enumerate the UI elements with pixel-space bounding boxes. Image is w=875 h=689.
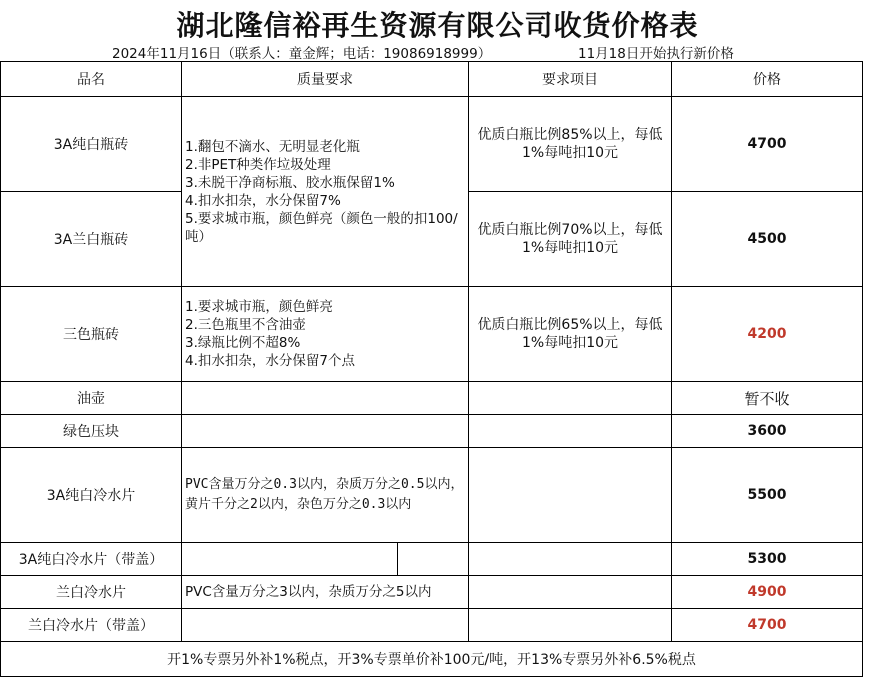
row-requirement: 优质白瓶比例85%以上，每低1%每吨扣10元 (469, 97, 672, 192)
row-price: 4700 (672, 97, 863, 192)
table-row (1, 576, 863, 609)
footer-row (1, 642, 863, 677)
row-price: 4200 (672, 287, 863, 382)
row-name: 三色瓶砖 (1, 287, 182, 382)
empty-cell (182, 382, 469, 415)
price-table (0, 61, 863, 677)
header-row (1, 62, 863, 97)
header-requirement: 要求项目 (469, 62, 672, 97)
table-row (1, 97, 863, 192)
empty-cell (182, 543, 398, 576)
row-requirement: 优质白瓶比例65%以上，每低1%每吨扣10元 (469, 287, 672, 382)
quality-item: 2.非PET种类作垃圾处理 (185, 156, 331, 173)
empty-cell (469, 576, 672, 609)
table-row (1, 609, 863, 642)
empty-cell (469, 382, 672, 415)
quality-tricolor-cell (182, 287, 469, 382)
row-name: 油壶 (1, 382, 182, 415)
quality-item: 1.翻包不滴水、无明显老化瓶 (185, 138, 360, 155)
quality-blue-flakes-cell: PVC含量万分之3以内，杂质万分之5以内 (182, 576, 469, 609)
row-name: 3A纯白冷水片 (1, 448, 182, 543)
quality-flakes-cell: PVC含量万分之0.3以内，杂质万分之0.5以内，黄片千分之2以内，杂色万分之0.3以内 (182, 448, 469, 543)
row-price: 4700 (672, 609, 863, 642)
row-price: 暂不收 (672, 382, 863, 415)
quality-item: 4.扣水扣杂，水分保留7个点 (185, 353, 355, 369)
header-name: 品名 (1, 62, 182, 97)
row-price: 5500 (672, 448, 863, 543)
quality-item: 4.扣水扣杂，水分保留7% (185, 192, 341, 209)
table-row (1, 448, 863, 543)
row-price: 3600 (672, 415, 863, 448)
quality-item: 5.要求城市瓶，颜色鲜亮（颜色一般的扣100/吨） (185, 210, 458, 245)
quality-item: 2.三色瓶里不含油壶 (185, 317, 306, 333)
empty-cell (469, 543, 672, 576)
row-name: 绿色压块 (1, 415, 182, 448)
row-name: 3A兰白瓶砖 (1, 192, 182, 287)
empty-cell (469, 448, 672, 543)
empty-cell (469, 609, 672, 642)
quality-item: 3.未脱干净商标瓶、胶水瓶保留1% (185, 174, 395, 191)
quality-bottles-cell (182, 97, 469, 287)
header-price: 价格 (672, 62, 863, 97)
empty-cell (398, 543, 469, 576)
table-row (1, 382, 863, 415)
row-name: 兰白冷水片 (1, 576, 182, 609)
empty-cell (182, 609, 469, 642)
row-name: 3A纯白冷水片（带盖） (1, 543, 182, 576)
tax-note: 开1%专票另外补1%税点，开3%专票单价补100元/吨，开13%专票另外补6.5%税点 (1, 642, 863, 677)
table-row (1, 543, 863, 576)
table-row (1, 415, 863, 448)
row-price: 4900 (672, 576, 863, 609)
date-contact: 2024年11月16日（联系人：童金辉；电话：19086918999） (112, 46, 492, 62)
row-price: 5300 (672, 543, 863, 576)
table-row (1, 287, 863, 382)
subtitle-row (0, 42, 875, 60)
page-title: 湖北隆信裕再生资源有限公司收货价格表 (176, 9, 699, 42)
row-name: 兰白冷水片（带盖） (1, 609, 182, 642)
header-quality: 质量要求 (182, 62, 469, 97)
quality-item: 1.要求城市瓶，颜色鲜亮 (185, 299, 333, 315)
row-price: 4500 (672, 192, 863, 287)
quality-item: 3.绿瓶比例不超8% (185, 335, 301, 351)
empty-cell (182, 415, 469, 448)
effective-date: 11月18日开始执行新价格 (578, 46, 734, 62)
empty-cell (469, 415, 672, 448)
row-name: 3A纯白瓶砖 (1, 97, 182, 192)
row-requirement: 优质白瓶比例70%以上，每低1%每吨扣10元 (469, 192, 672, 287)
